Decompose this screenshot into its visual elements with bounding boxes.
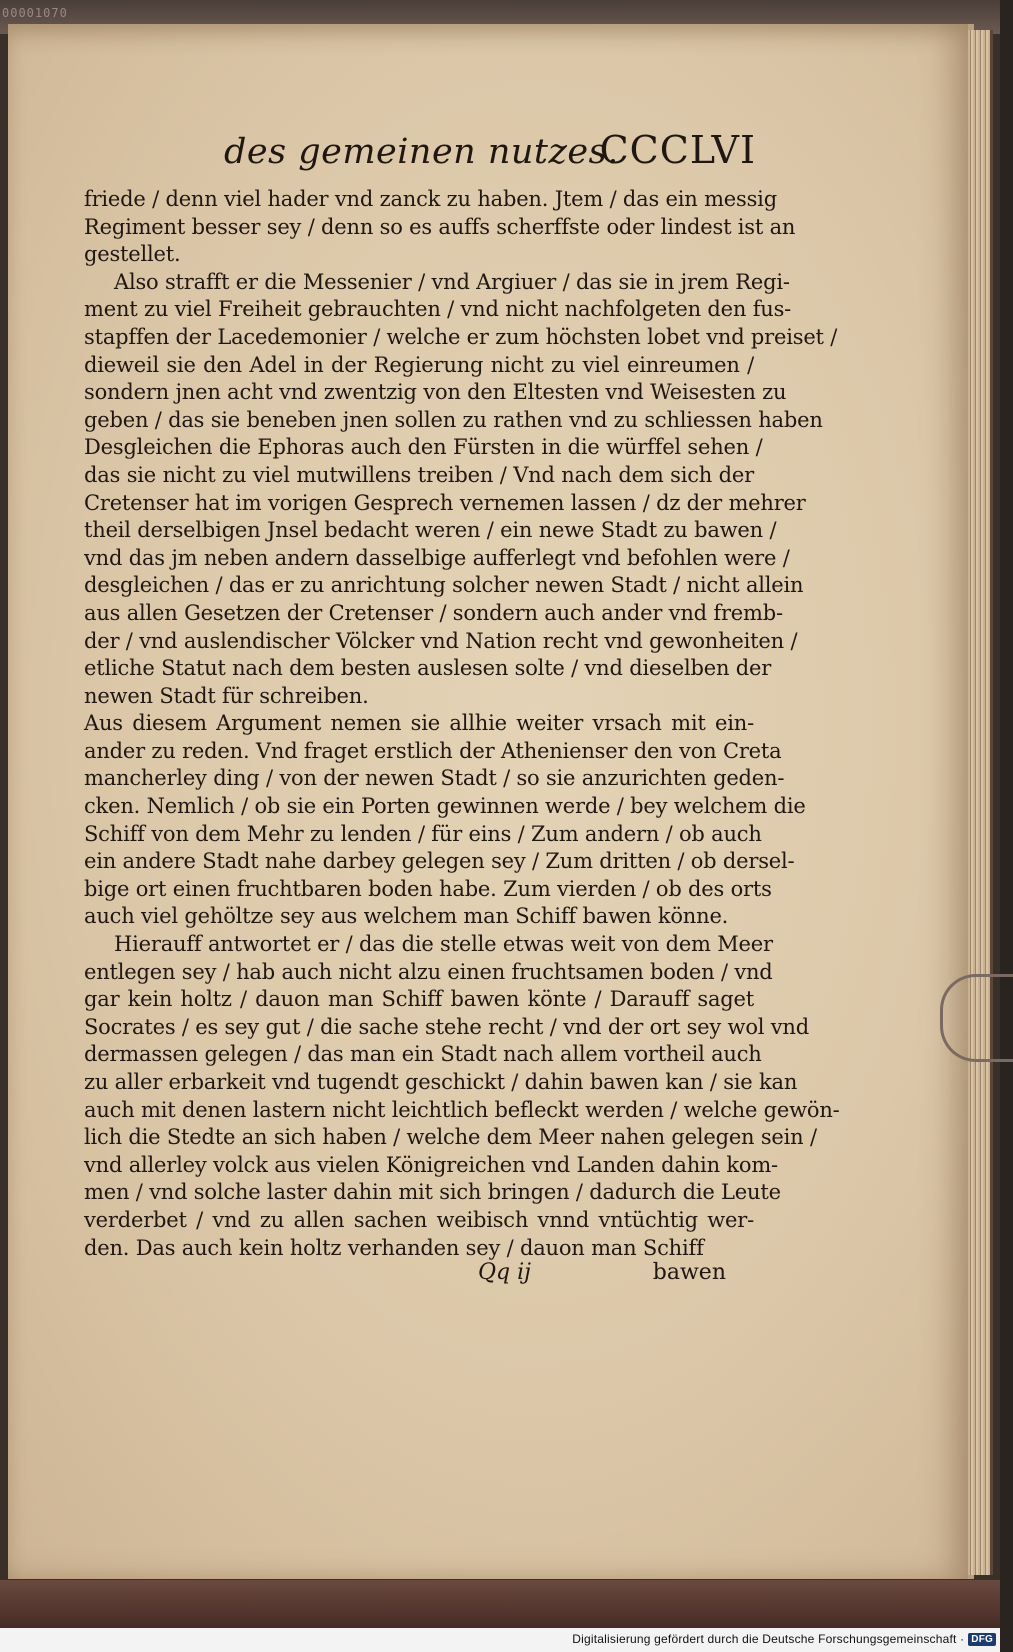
text-line: Schiff von dem Mehr zu lenden / für eins / Zum andern / ob auch xyxy=(84,821,762,846)
text-line: Hierauff antwortet er / das die stelle etwas weit von dem Meer xyxy=(114,932,773,957)
text-line: den. Das auch kein holtz verhanden sey / dauon man Schiff xyxy=(84,1235,704,1260)
text-line: gar kein holtz / dauon man Schiff bawen könte / Darauff saget xyxy=(84,987,754,1012)
page-header xyxy=(84,128,754,184)
body-text xyxy=(84,186,840,1262)
text-line: dermassen gelegen / das man ein Stadt nach allem vortheil auch xyxy=(84,1042,762,1067)
text-line: friede / denn viel hader vnd zanck zu haben. Jtem / das ein messig xyxy=(84,187,777,211)
page-text xyxy=(84,128,840,1290)
text-line: lich die Stedte an sich haben / welche dem Meer nahen gelegen sein / xyxy=(84,1125,817,1150)
text-line: Regiment besser sey / denn so es auffs scherffste oder lindest ist an xyxy=(84,214,796,239)
text-line: desgleichen / das er zu anrichtung solcher newen Stadt / nicht allein xyxy=(84,573,804,598)
digitization-credit xyxy=(572,1632,996,1646)
text-line: der / vnd auslendischer Völcker vnd Nation recht vnd gewonheiten / xyxy=(84,628,798,653)
text-line: men / vnd solche laster dahin mit sich bringen / dadurch die Leute xyxy=(84,1180,781,1205)
text-line: auch viel gehöltze sey aus welchem man Schiff bawen könne. xyxy=(84,904,729,929)
text-line: geben / das sie beneben jnen sollen zu rathen vnd zu schliessen haben xyxy=(84,407,823,432)
folio-number: CCCLVI xyxy=(599,128,756,172)
text-line: entlegen sey / hab auch nicht alzu einen fruchtsamen boden / vnd xyxy=(84,959,773,984)
running-head: des gemeinen nutzes. xyxy=(224,132,619,172)
text-line: dieweil sie den Adel in der Regierung nicht zu viel einreumen / xyxy=(84,352,754,377)
text-line: Aus diesem Argument nemen sie allhie weiter vrsach mit ein- xyxy=(84,711,754,736)
text-line: sondern jnen acht vnd zwentzig von den Eltesten vnd Weisesten zu xyxy=(84,380,787,405)
catalog-id: 00001070 xyxy=(2,6,68,20)
dfg-logo: DFG xyxy=(968,1633,996,1646)
text-line: bige ort einen fruchtbaren boden habe. Zum vierden / ob des orts xyxy=(84,876,772,901)
text-line: gestellet. xyxy=(84,242,181,267)
text-line: cken. Nemlich / ob sie ein Porten gewinnen werde / bey welchem die xyxy=(84,794,806,819)
catchword: bawen xyxy=(652,1260,726,1286)
page-footer-marks xyxy=(84,1262,754,1290)
text-line: ander zu reden. Vnd fraget erstlich der Athenienser den von Creta xyxy=(84,738,782,763)
text-line: Also strafft er die Messenier / vnd Argiuer / das sie in jrem Regi- xyxy=(114,269,790,294)
text-line: vnd das jm neben andern dasselbige aufferlegt vnd befohlen were / xyxy=(84,545,790,570)
text-line: etliche Statut nach dem besten auslesen solte / vnd dieselben der xyxy=(84,656,772,681)
text-line: vnd allerley volck aus vielen Königreichen vnd Landen dahin kom- xyxy=(84,1152,778,1177)
text-line: aus allen Gesetzen der Cretenser / sondern auch ander vnd fremb- xyxy=(84,600,783,625)
text-line: Desgleichen die Ephoras auch den Fürsten in die würffel sehen / xyxy=(84,435,763,460)
text-line: Cretenser hat im vorigen Gesprech vernemen lassen / dz der mehrer xyxy=(84,490,806,515)
text-line: verderbet / vnd zu allen sachen weibisch vnnd vntüchtig wer- xyxy=(84,1207,754,1232)
text-line: auch mit denen lastern nicht leichtlich befleckt werden / welche gewön- xyxy=(84,1097,840,1122)
text-line: Socrates / es sey gut / die sache stehe recht / vnd der ort sey wol vnd xyxy=(84,1014,809,1039)
text-line: ment zu viel Freiheit gebrauchten / vnd nicht nachfolgeten den fus- xyxy=(84,297,792,322)
text-line: newen Stadt für schreiben. xyxy=(84,683,369,708)
text-line: das sie nicht zu viel mutwillens treiben / Vnd nach dem sich der xyxy=(84,462,754,487)
text-line: zu aller erbarkeit vnd tugendt geschickt / dahin bawen kan / sie kan xyxy=(84,1070,798,1094)
signature-mark: Qq ij xyxy=(478,1260,531,1286)
text-line: stapffen der Lacedemonier / welche er zum höchsten lobet vnd preiset / xyxy=(84,324,838,349)
text-line: mancherley ding / von der newen Stadt / so sie anzurichten geden- xyxy=(84,766,785,791)
page-edges xyxy=(968,30,993,1575)
text-line: ein andere Stadt nahe darbey gelegen sey / Zum dritten / ob dersel- xyxy=(84,849,795,874)
text-line: theil derselbigen Jnsel bedacht weren / ein newe Stadt zu bawen / xyxy=(84,518,777,543)
credit-text: Digitalisierung gefördert durch die Deutsche Forschungsgemeinschaft · xyxy=(572,1632,965,1646)
ribbon-loop xyxy=(940,974,1013,1062)
